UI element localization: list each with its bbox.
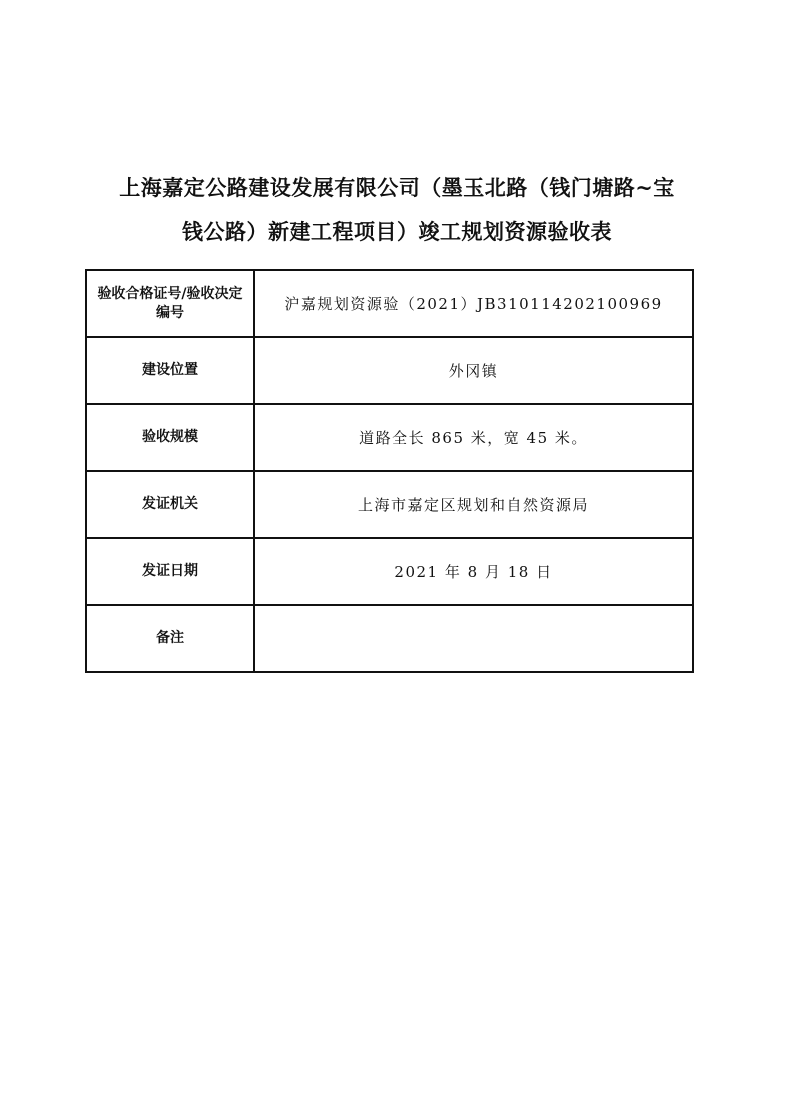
issue-date-label: 发证日期 (86, 538, 254, 605)
table-row-issuing-authority (86, 471, 693, 538)
issuing-authority-value: 上海市嘉定区规划和自然资源局 (254, 471, 693, 538)
table-row-remarks (86, 605, 693, 672)
document-title (100, 166, 694, 254)
table-row-certificate-number (86, 270, 693, 337)
document-title-line-2: 钱公路）新建工程项目）竣工规划资源验收表 (182, 219, 612, 244)
location-value: 外冈镇 (254, 337, 693, 404)
document-title-line-1: 上海嘉定公路建设发展有限公司（墨玉北路（钱门塘路~宝 (119, 175, 675, 200)
remarks-value (254, 605, 693, 672)
table-row-location (86, 337, 693, 404)
issue-date-value: 2021 年 8 月 18 日 (254, 538, 693, 605)
scale-value: 道路全长 865 米，宽 45 米。 (254, 404, 693, 471)
acceptance-table (85, 269, 694, 673)
remarks-label: 备注 (86, 605, 254, 672)
certificate-number-label: 验收合格证号/验收决定编号 (86, 270, 254, 337)
certificate-number-value: 沪嘉规划资源验（2021）JB310114202100969 (254, 270, 693, 337)
table-row-scale (86, 404, 693, 471)
issuing-authority-label: 发证机关 (86, 471, 254, 538)
scale-label: 验收规模 (86, 404, 254, 471)
location-label: 建设位置 (86, 337, 254, 404)
table-row-issue-date (86, 538, 693, 605)
